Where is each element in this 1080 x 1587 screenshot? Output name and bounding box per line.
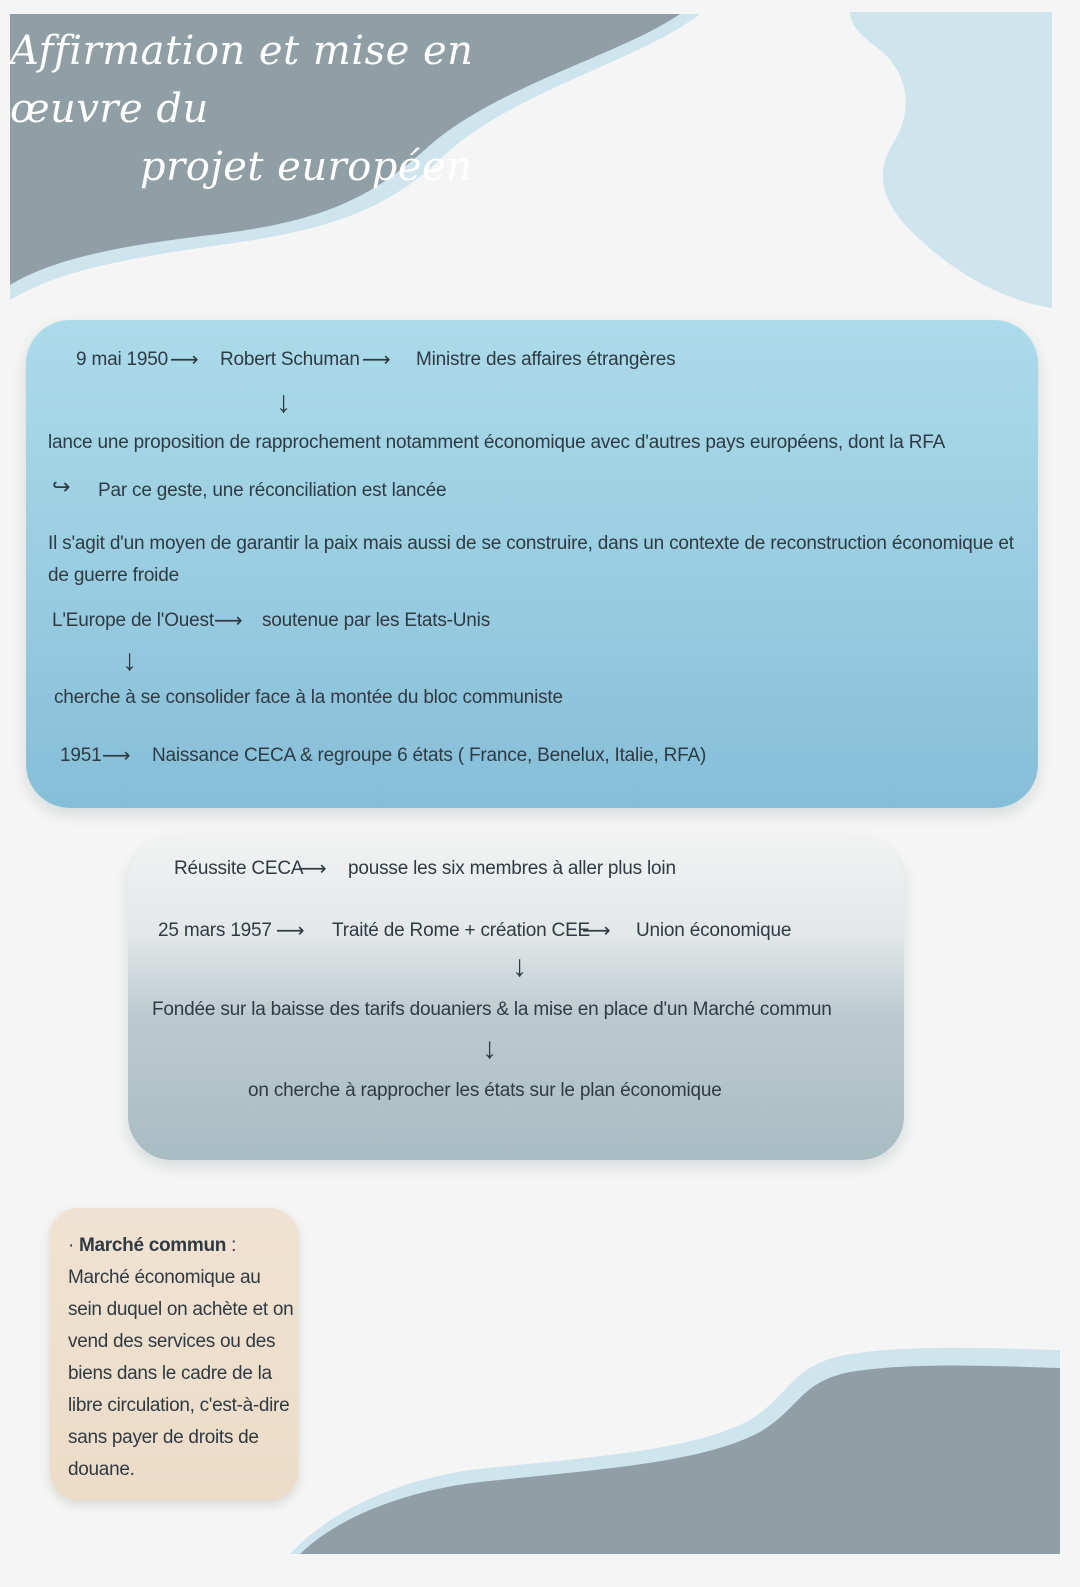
approach-text: on cherche à rapprocher les états sur le plan économique — [248, 1080, 722, 1101]
definition-term: Marché commun — [79, 1235, 227, 1256]
supported-text: soutenue par les Etats-Unis — [262, 610, 490, 631]
right-arrow-icon: ⟶ — [170, 349, 199, 371]
definition-separator: : — [226, 1235, 237, 1256]
footer-gray-wave — [300, 1366, 1060, 1555]
date-1950: 9 mai 1950 — [76, 349, 169, 370]
ceca-birth-text: Naissance CECA & regroupe 6 états ( France, Benelux, Italie, RFA) — [152, 745, 707, 766]
definition-body: Marché économique au sein duquel on achète et on vend des services ou des biens dans le cadre de la libre circulation, c'est-à-dire sans payer de droits de douane. — [68, 1267, 294, 1480]
title-line-2: projet européen — [140, 144, 473, 190]
right-arrow-icon: ⟶ — [214, 610, 243, 632]
success-text: Réussite CECA — [174, 858, 304, 879]
role-text: Ministre des affaires étrangères — [416, 349, 676, 370]
curved-arrow-icon: ↪ — [52, 474, 71, 499]
right-arrow-icon: ⟶ — [276, 920, 305, 942]
top-right-blob — [850, 12, 1052, 308]
proposal-text: lance une proposition de rapprochement notamment économique avec d'autres pays européens, dont la RFA — [48, 432, 946, 453]
date-1957: 25 mars 1957 — [158, 920, 272, 941]
definition-text-block — [68, 1230, 294, 1486]
reconciliation-text: Par ce geste, une réconciliation est lancée — [98, 480, 447, 501]
bullet: · — [68, 1235, 80, 1256]
down-arrow-icon: ↓ — [122, 644, 137, 677]
founded-text: Fondée sur la baisse des tarifs douaniers & la mise en place d'un Marché commun — [152, 999, 832, 1020]
push-text: pousse les six membres à aller plus loin — [348, 858, 676, 879]
consolidate-text: cherche à se consolider face à la montée du bloc communiste — [54, 687, 563, 708]
down-arrow-icon: ↓ — [512, 950, 527, 983]
goal-text: Il s'agit d'un moyen de garantir la paix mais aussi de se construire, dans un contexte de reconstruction économique et de guerre froide — [48, 533, 1014, 586]
person-name: Robert Schuman — [220, 349, 360, 370]
right-arrow-icon: ⟶ — [102, 745, 131, 767]
union-text: Union économique — [636, 920, 792, 941]
west-europe-text: L'Europe de l'Ouest — [52, 610, 214, 631]
title-line-1: Affirmation et mise en œuvre du — [10, 28, 474, 132]
down-arrow-icon: ↓ — [276, 386, 291, 419]
right-arrow-icon: ⟶ — [298, 858, 327, 880]
down-arrow-icon: ↓ — [482, 1032, 497, 1065]
right-arrow-icon: ⟶ — [362, 349, 391, 371]
page-title — [10, 22, 530, 196]
date-1951: 1951 — [60, 745, 102, 766]
treaty-text: Traité de Rome + création CEE — [332, 920, 591, 941]
right-arrow-icon: ⟶ — [582, 920, 611, 942]
